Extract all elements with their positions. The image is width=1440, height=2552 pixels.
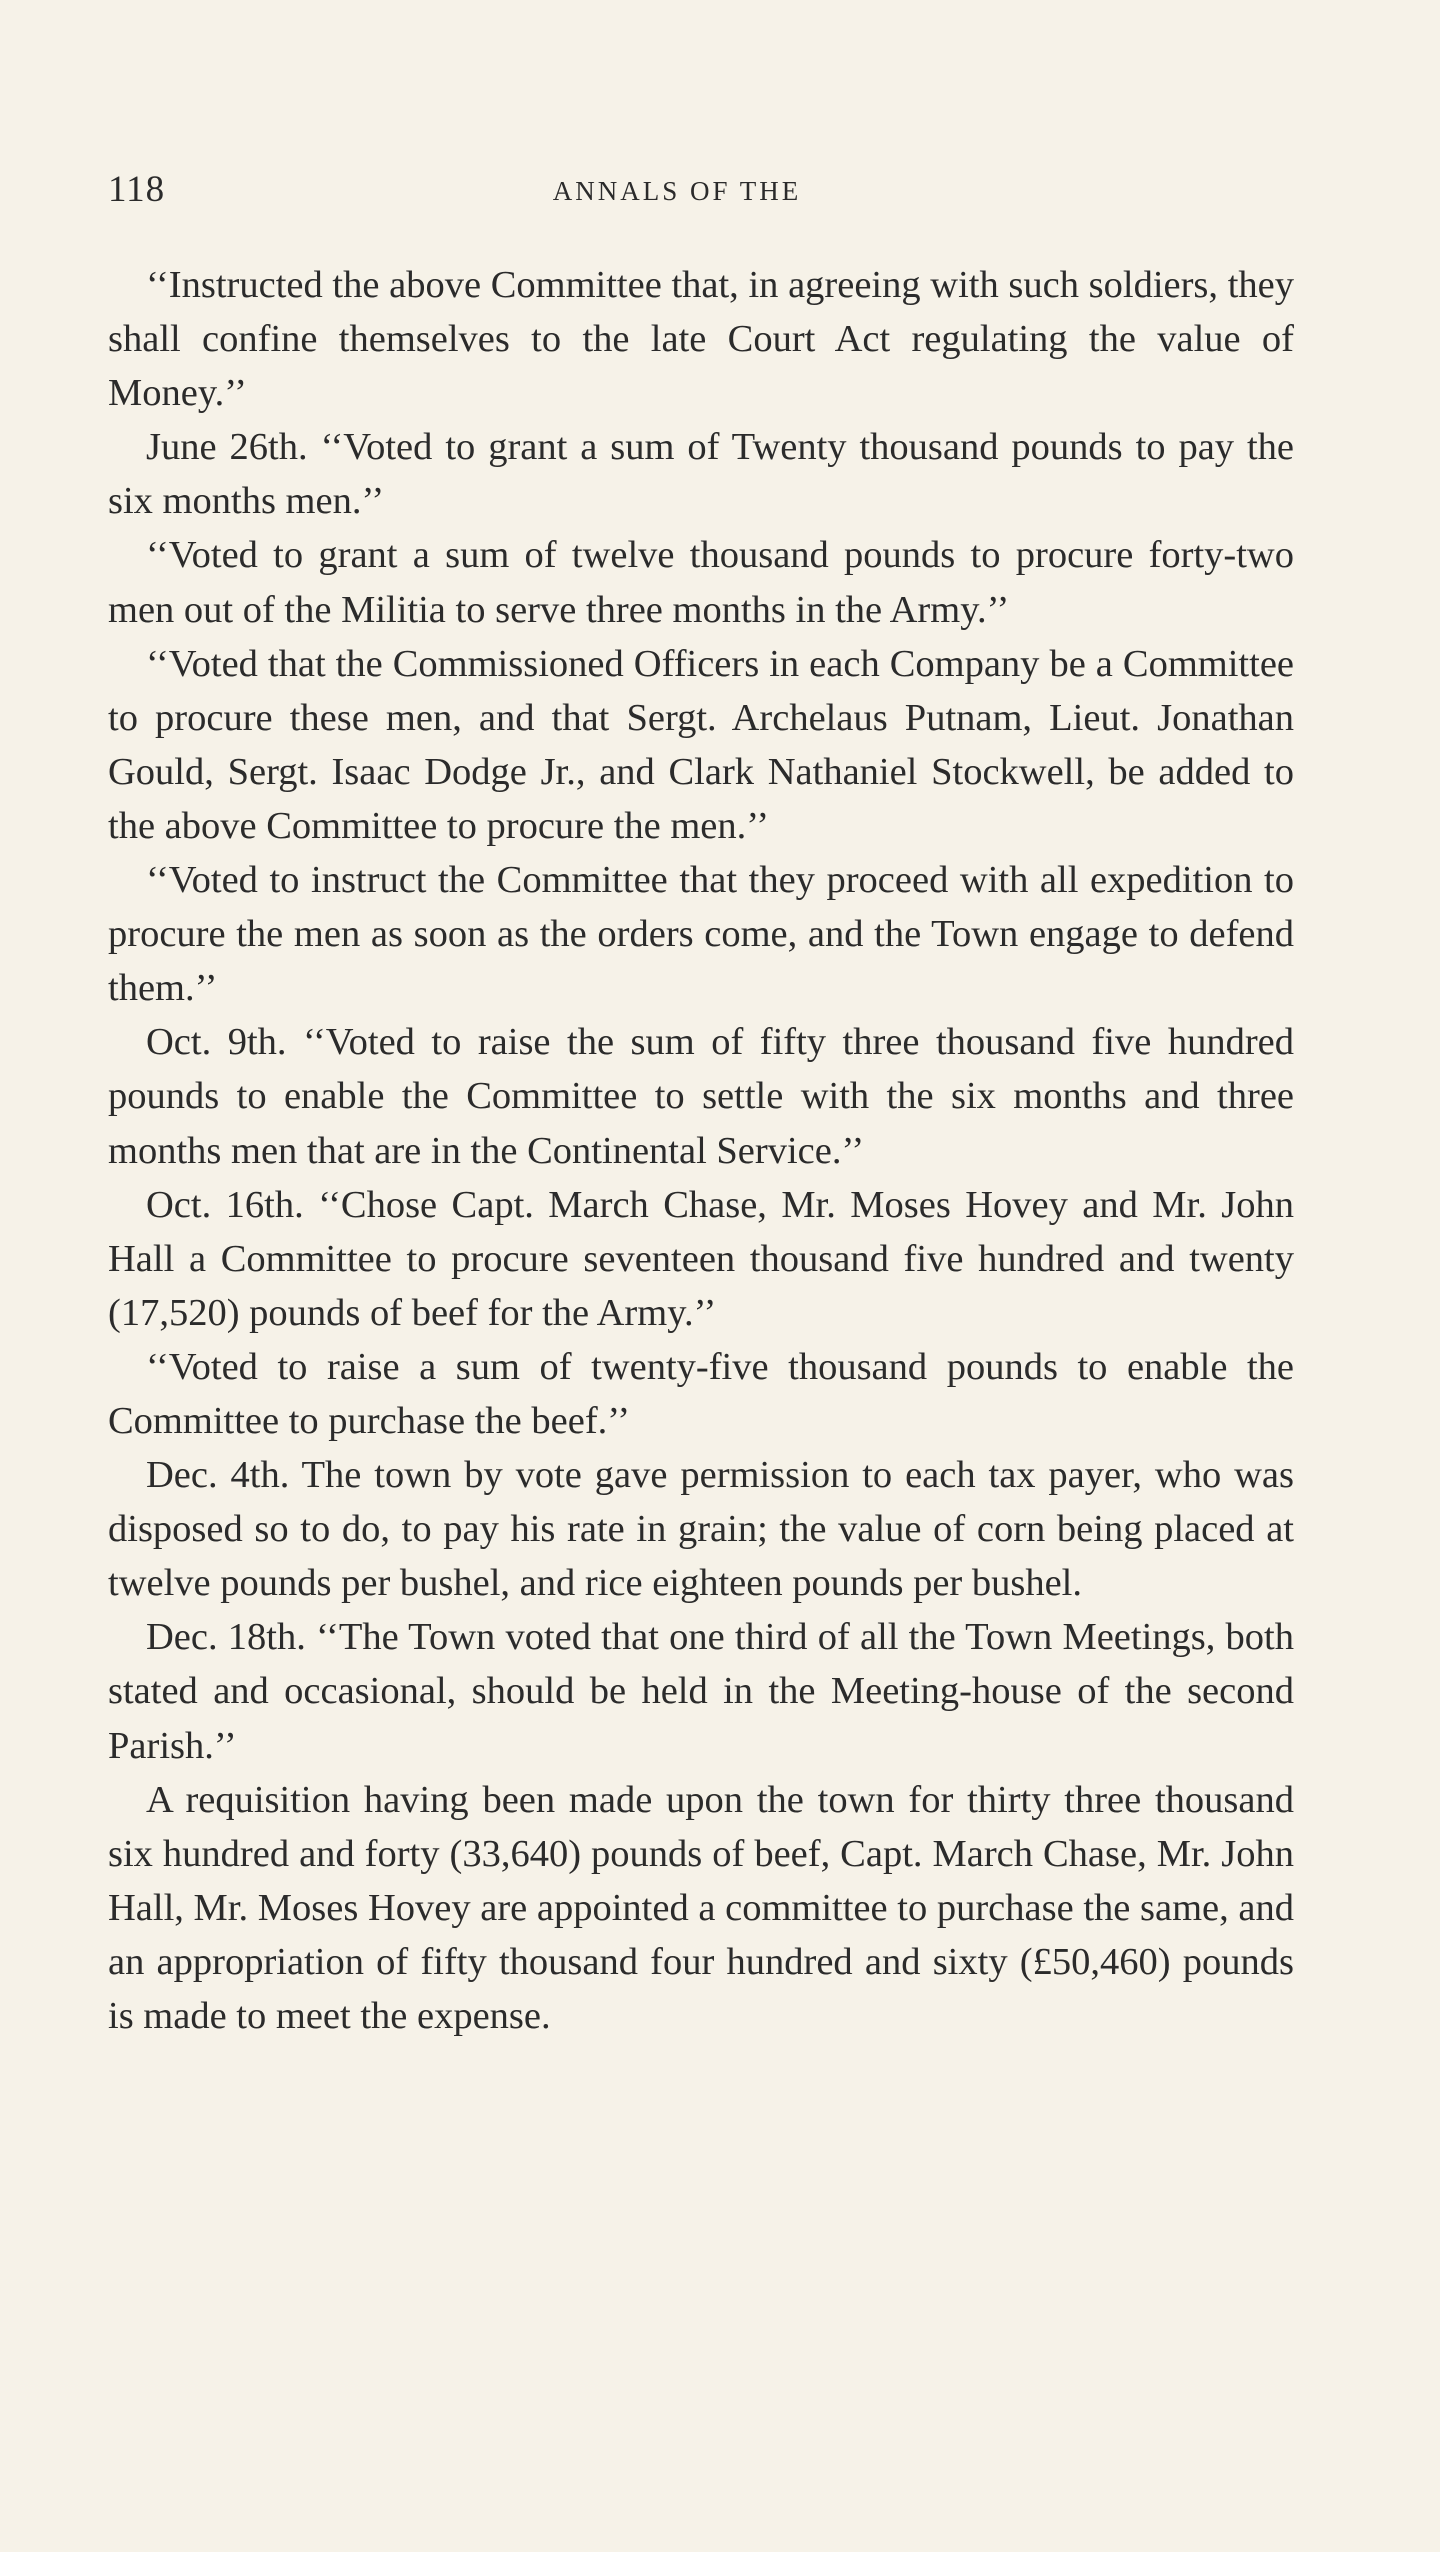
- paragraph: ‘‘Voted to raise a sum of twenty-five thousand pounds to enable the Committee to purchase the beef.’’: [108, 1345, 1294, 1442]
- paragraph: ‘‘Voted to grant a sum of twelve thousand pounds to procure forty-two men out of the Militia to serve three months in the Army.’’: [108, 534, 1294, 631]
- paragraph: Dec. 4th. The town by vote gave permission to each tax payer, who was disposed so to do, to pay his rate in grain; the value of corn being placed at twelve pounds per bushel, and rice eighteen pounds per bushel.: [108, 1454, 1294, 1605]
- paragraph: ‘‘Instructed the above Committee that, in agreeing with such soldiers, they shall confine themselves to the late Court Act regulating the value of Money.’’: [108, 264, 1294, 415]
- running-title: ANNALS OF THE: [552, 176, 802, 206]
- paragraph: ‘‘Voted that the Commissioned Officers in each Company be a Committee to procure these men, and that Sergt. Archelaus Putnam, Lieut. Jonathan Gould, Sergt. Isaac Dodge Jr., and Clark Nathaniel Stockwell, be added to the above Committee to procure the men.’’: [108, 642, 1294, 847]
- paragraph: Oct. 16th. ‘‘Chose Capt. March Chase, Mr. Moses Hovey and Mr. John Hall a Committee to procure seventeen thousand five hundred and twenty (17,520) pounds of beef for the Army.’’: [108, 1183, 1294, 1334]
- paragraph: Dec. 18th. ‘‘The Town voted that one third of all the Town Meetings, both stated and occasional, should be held in the Meeting-house of the second Parish.’’: [108, 1616, 1294, 1767]
- paragraph: A requisition having been made upon the town for thirty three thousand six hundred and forty (33,640) pounds of beef, Capt. March Chase, Mr. John Hall, Mr. Moses Hovey are appointed a committee to purchase the same, and an appropriation of fifty thousand four hundred and sixty (£50,460) pounds is made to meet the expense.: [108, 1778, 1294, 2037]
- paragraph: June 26th. ‘‘Voted to grant a sum of Twenty thousand pounds to pay the six months men.’’: [108, 426, 1294, 523]
- page-number: 118: [108, 169, 166, 210]
- body-text: [108, 258, 1294, 2043]
- paragraph: ‘‘Voted to instruct the Committee that they proceed with all expedition to procure the men as soon as the orders come, and the Town engage to defend them.’’: [108, 859, 1294, 1010]
- running-head: [108, 168, 1336, 216]
- paragraph: Oct. 9th. ‘‘Voted to raise the sum of fifty three thousand five hundred pounds to enable the Committee to settle with the six months and three months men that are in the Continental Service.’’: [108, 1021, 1294, 1172]
